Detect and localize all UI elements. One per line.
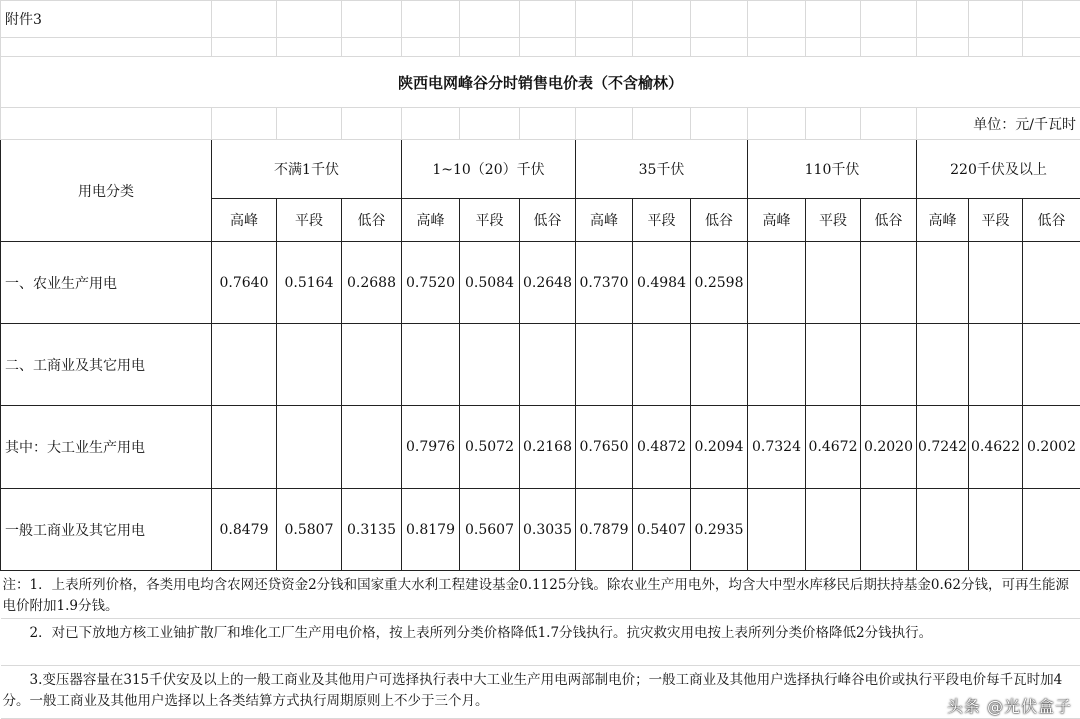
price-cell [342,406,402,489]
period-header: 低谷 [691,199,748,242]
period-header: 平段 [277,199,342,242]
price-cell: 0.8479 [212,489,277,571]
period-header: 高峰 [402,199,460,242]
price-cell [806,489,861,571]
period-header: 平段 [460,199,520,242]
price-cell: 0.4622 [969,406,1023,489]
period-header: 低谷 [520,199,576,242]
watermark: 头条 @光伏盒子 [947,697,1072,716]
price-cell: 0.7520 [402,242,460,324]
note-1: 注：1．上表所列价格，各类用电均含农网还贷资金2分钱和国家重大水利工程建设基金0.1125分钱。除农业生产用电外，均含大中型水库移民后期扶持基金0.62分钱，可再生能源电价附加1.9分钱。 [1,571,1080,619]
price-cell [969,242,1023,324]
period-header: 低谷 [342,199,402,242]
price-cell: 0.8179 [402,489,460,571]
period-header: 高峰 [748,199,806,242]
price-cell: 0.7640 [212,242,277,324]
price-cell [917,242,969,324]
price-cell [917,324,969,406]
price-cell: 0.3135 [342,489,402,571]
price-cell: 0.2688 [342,242,402,324]
voltage-group-header: 110千伏 [748,140,917,199]
price-cell: 0.5807 [277,489,342,571]
price-cell: 0.7370 [576,242,633,324]
table-row [1,324,1080,406]
row-label: 其中：大工业生产用电 [1,406,212,489]
period-header: 低谷 [861,199,917,242]
price-cell [402,324,460,406]
price-cell: 0.3035 [520,489,576,571]
table-row [1,242,1080,324]
period-header: 平段 [806,199,861,242]
price-cell: 0.7324 [748,406,806,489]
price-cell [969,489,1023,571]
price-cell [748,324,806,406]
row-label: 一般工商业及其它用电 [1,489,212,571]
voltage-group-header: 不满1千伏 [212,140,402,199]
price-cell [861,324,917,406]
attachment-label: 附件3 [1,1,212,38]
period-header: 平段 [969,199,1023,242]
price-cell: 0.2598 [691,242,748,324]
price-cell: 0.4672 [806,406,861,489]
price-cell: 0.2648 [520,242,576,324]
row-label: 二、工商业及其它用电 [1,324,212,406]
price-cell [806,242,861,324]
unit-label: 单位：元/千瓦时 [917,108,1080,140]
period-header: 低谷 [1023,199,1080,242]
table-row [1,489,1080,571]
period-header: 高峰 [917,199,969,242]
price-cell [212,406,277,489]
note-3: 3.变压器容量在315千伏安及以上的一般工商业及其他用户可选择执行表中大工业生产用电两部制电价；一般工商业及其他用户选择执行峰谷电价或执行平段电价每千瓦时加4分。一般工商业及其他用户选择以上各类结算方式执行周期原则上不少于三个月。 [1,666,1080,719]
price-cell [212,324,277,406]
price-cell: 0.5164 [277,242,342,324]
price-cell [277,324,342,406]
price-cell [748,489,806,571]
note-2: 2．对已下放地方核工业铀扩散厂和堆化工厂生产用电价格，按上表所列分类价格降低1.7分钱执行。抗灾救灾用电按上表所列分类价格降低2分钱执行。 [1,619,1080,666]
price-cell: 0.4984 [633,242,691,324]
price-cell: 0.2168 [520,406,576,489]
row-label: 一、农业生产用电 [1,242,212,324]
price-cell [748,242,806,324]
price-cell [861,489,917,571]
price-cell: 0.7976 [402,406,460,489]
price-cell: 0.7879 [576,489,633,571]
period-header: 平段 [633,199,691,242]
voltage-group-header: 220千伏及以上 [917,140,1080,199]
price-cell: 0.5072 [460,406,520,489]
price-cell: 0.4872 [633,406,691,489]
price-cell [691,324,748,406]
price-cell [1023,489,1080,571]
price-cell: 0.7650 [576,406,633,489]
price-cell: 0.7242 [917,406,969,489]
voltage-group-header: 1~10（20）千伏 [402,140,576,199]
price-cell [969,324,1023,406]
price-cell [806,324,861,406]
price-cell: 0.2935 [691,489,748,571]
price-cell [917,489,969,571]
period-header: 高峰 [576,199,633,242]
price-cell [277,406,342,489]
price-cell [576,324,633,406]
price-cell [861,242,917,324]
price-cell [342,324,402,406]
price-cell [460,324,520,406]
price-cell: 0.2002 [1023,406,1080,489]
period-header: 高峰 [212,199,277,242]
price-cell [1023,324,1080,406]
price-cell: 0.2020 [861,406,917,489]
price-cell: 0.2094 [691,406,748,489]
price-cell: 0.5407 [633,489,691,571]
category-header: 用电分类 [1,140,212,242]
price-cell: 0.5607 [460,489,520,571]
price-cell: 0.5084 [460,242,520,324]
price-cell [633,324,691,406]
voltage-group-header: 35千伏 [576,140,748,199]
price-cell [520,324,576,406]
price-cell [1023,242,1080,324]
table-row [1,406,1080,489]
sheet-title: 陕西电网峰谷分时销售电价表（不含榆林） [1,57,1080,108]
